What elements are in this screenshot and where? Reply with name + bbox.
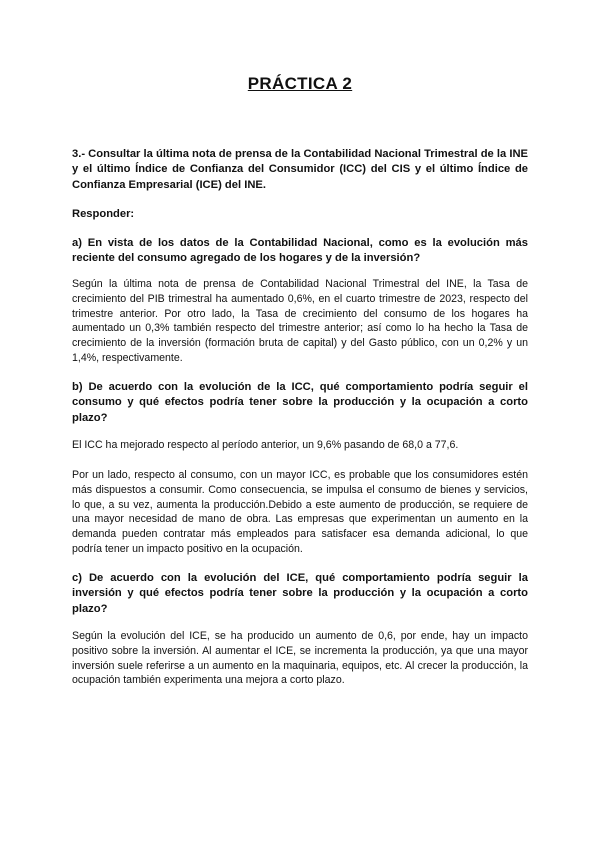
- page-title: PRÁCTICA 2: [247, 74, 353, 93]
- question-c: c) De acuerdo con la evolución del ICE, qué comportamiento podría seguir la inversión y qué efectos podría tener sobre la producción y la ocupación a corto plazo?: [72, 572, 528, 615]
- responder-heading: Responder:: [72, 208, 135, 220]
- question-b: b) De acuerdo con la evolución de la ICC, qué comportamiento podría seguir el consumo y qué efectos podría tener sobre la producción y la ocupación a corto plazo?: [72, 381, 528, 424]
- question-a: a) En vista de los datos de la Contabilidad Nacional, como es la evolución más reciente del consumo agregado de los hogares y de la inversión?: [72, 237, 528, 265]
- answer-b-paragraph-1: El ICC ha mejorado respecto al período anterior, un 9,6% pasando de 68,0 a 77,6.: [72, 439, 459, 451]
- answer-b-paragraph-2: Por un lado, respecto al consumo, con un mayor ICC, es probable que los consumidores estén más dispuestos a consumir. Como consecuencia, se impulsa el consumo de bienes y servicios, lo que, a su vez, aumenta la producción.Debido a este aumento de producción, se requiere de una mayor necesidad de mano de obra. Las empresas que experimentan un aumento en la demanda pueden contratar más empleados para satisfacer esa demanda adicional, lo que podría tener un impacto positivo en la ocupación.: [72, 469, 528, 555]
- answer-a: Según la última nota de prensa de Contabilidad Nacional Trimestral del INE, la Tasa de crecimiento del PIB trimestral ha aumentado 0,6%, en el cuarto trimestre de 2023, respecto del trimestre anterior. Por otro lado, la Tasa de crecimiento del consumo de los hogares ha aumentado un 0,3% también respecto del trimestre anterior; así como lo ha hecho la Tasa de crecimiento de la inversión (formación bruta de capital) y del Gasto público, con un 0,2% y un 1,4%, respectivamente.: [72, 278, 528, 364]
- exercise-statement: 3.- Consultar la última nota de prensa de la Contabilidad Nacional Trimestral de la INE y el último Índice de Confianza del Consumidor (ICC) del CIS y el último Índice de Confianza Empresarial (ICE) del INE.: [72, 148, 528, 191]
- answer-c: Según la evolución del ICE, se ha producido un aumento de 0,6, por ende, hay un impacto positivo sobre la inversión. Al aumentar el ICE, se incrementa la producción, ya que una mayor inversión suele referirse a un aumento en la maquinaria, equipos, etc. Al crecer la producción, la ocupación también experimenta una mejora a corto plazo.: [72, 630, 528, 687]
